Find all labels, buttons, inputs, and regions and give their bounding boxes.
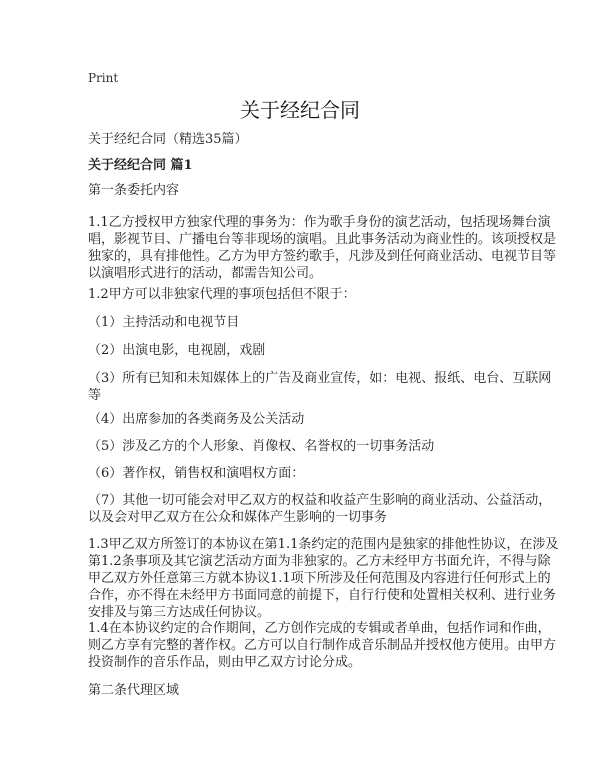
paragraph <box>88 620 556 671</box>
paragraph <box>88 182 179 199</box>
paragraph <box>88 536 558 621</box>
paragraph-line: 第一条委托内容 <box>88 183 180 198</box>
paragraph <box>88 214 556 282</box>
paragraph-line: 甲乙双方外任意第三方就本协议1.1项下所涉及任何范围及内容进行任何形式上的 <box>88 571 551 586</box>
paragraph-line: 1.3甲乙双方所签订的本协议在第1.1条约定的范围内是独家的排他性协议，在涉及 <box>88 537 559 552</box>
paragraph-line: 以及会对甲乙双方在公众和媒体产生影响的一切事务 <box>88 510 388 525</box>
paragraph-line: 投资制作的音乐作品，则由甲乙双方讨论分成。 <box>88 655 362 670</box>
paragraph <box>88 286 356 303</box>
paragraph-line: 安排及与第三方达成任何协议。 <box>88 605 271 620</box>
paragraph-line: （1）主持活动和电视节目 <box>88 315 240 330</box>
paragraph-line: （7）其他一切可能会对甲乙双方的权益和收益产生影响的商业活动、公益活动， <box>88 493 552 508</box>
paragraph-line: 则乙方享有完整的著作权。乙方可以自行制作成音乐制品并授权他方使用。由甲方 <box>88 638 557 653</box>
paragraph-line: （4）出席参加的各类商务及公关活动 <box>88 412 305 427</box>
paragraph <box>88 314 239 331</box>
paragraph-line: （5）涉及乙方的个人形象、肖像权、名誉权的一切事务活动 <box>88 439 435 454</box>
paragraph-line: （6）著作权，销售权和演唱权方面： <box>88 466 305 481</box>
paragraph <box>88 465 304 482</box>
paragraph <box>88 438 434 455</box>
paragraph <box>88 492 551 526</box>
paragraph-line: 合作，亦不得在未经甲方书面同意的前提下，自行行使和处置相关权利、进行业务 <box>88 588 557 603</box>
paragraph-line: 等 <box>88 388 102 403</box>
paragraph-line: 第1.2条事项及其它演艺活动方面为非独家的。乙方未经甲方书面允许，不得与除 <box>88 554 551 569</box>
paragraph-line: 1.4在本协议约定的合作期间，乙方创作完成的专辑或者单曲，包括作词和作曲， <box>88 621 551 636</box>
paragraph <box>88 411 304 428</box>
paragraph-line: （3）所有已知和未知媒体上的广告及商业宣传，如：电视、报纸、电台、互联网 <box>88 371 552 386</box>
paragraph <box>88 682 179 699</box>
paragraph-line: 独家的，具有排他性。乙方为甲方签约歌手，凡涉及到任何商业活动、电视节目等 <box>88 249 557 264</box>
document-title: 关于经纪合同 <box>240 98 360 122</box>
document-subtitle: 关于经纪合同（精选35篇） <box>88 132 248 147</box>
paragraph-line: 以演唱形式进行的活动，都需告知公司。 <box>88 266 323 281</box>
paragraph-line: 1.2甲方可以非独家代理的事项包括但不限于： <box>88 287 356 302</box>
paragraph <box>88 370 551 404</box>
print-link[interactable]: Print <box>88 71 119 85</box>
paragraph-line: （2）出演电影，电视剧，戏剧 <box>88 343 266 358</box>
paragraph-line: 1.1乙方授权甲方独家代理的事务为：作为歌手身份的演艺活动，包括现场舞台演 <box>88 215 551 230</box>
section-heading: 关于经纪合同 篇1 <box>88 158 193 173</box>
paragraph-line: 第二条代理区域 <box>88 683 180 698</box>
paragraph-line: 唱，影视节目、广播电台等非现场的演唱。且此事务活动为商业性的。该项授权是 <box>88 232 557 247</box>
paragraph <box>88 342 265 359</box>
